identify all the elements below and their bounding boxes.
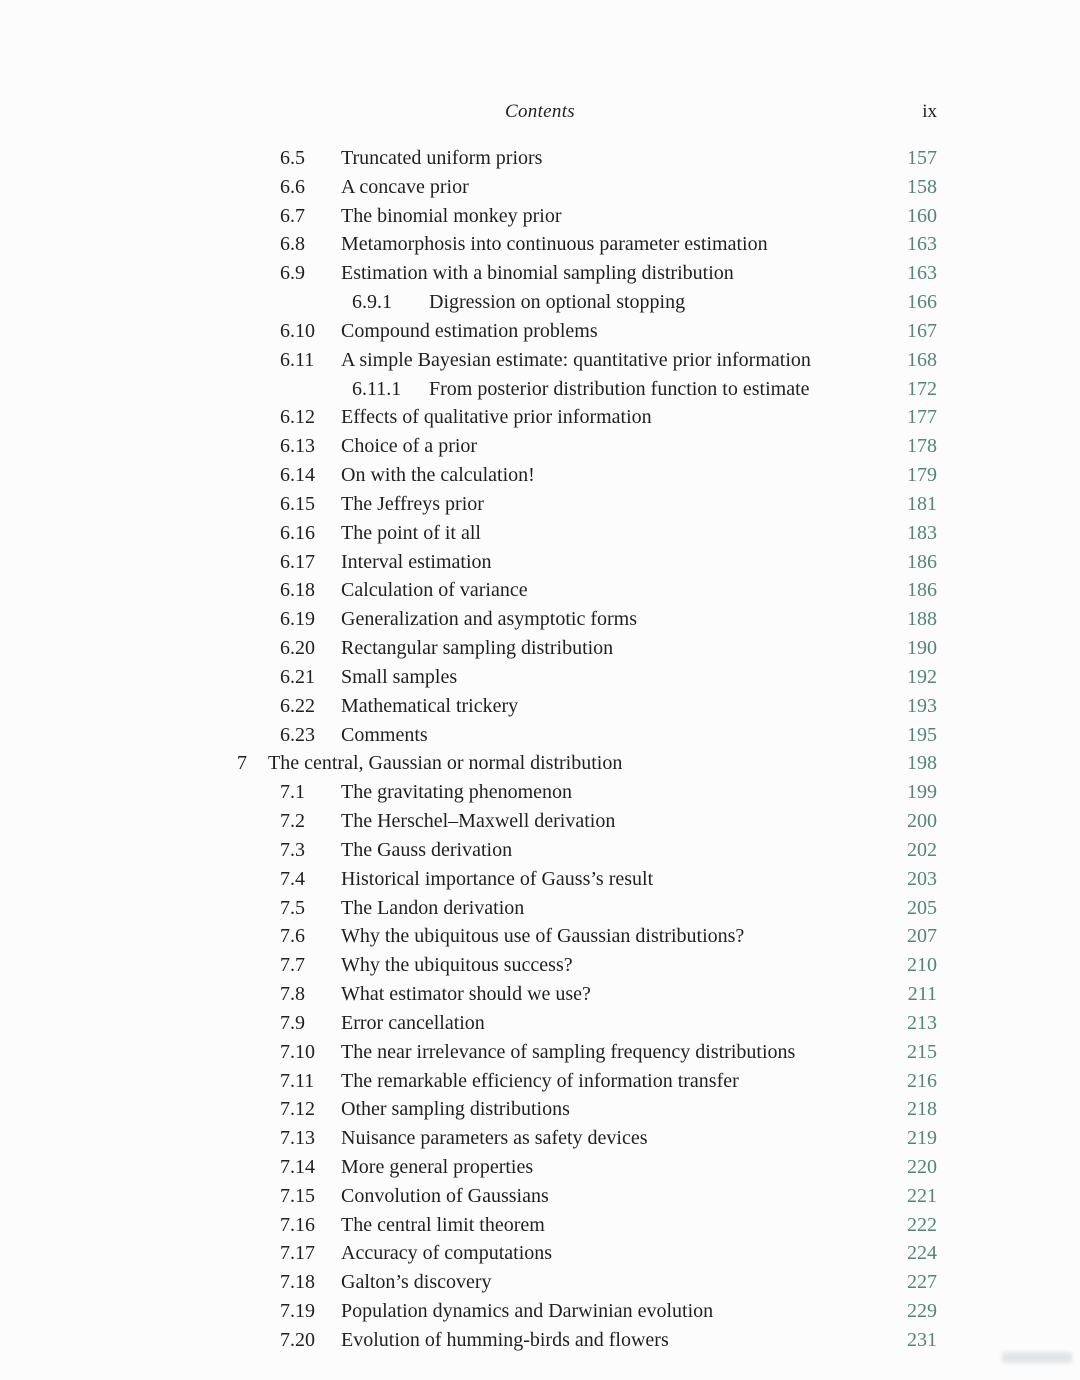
toc-entry-page: 160 (907, 204, 937, 227)
toc-entry-number: 6.15 (280, 492, 315, 515)
toc-entry (0, 548, 1080, 577)
toc-entry (0, 375, 1080, 404)
toc-entry-number: 7.13 (280, 1127, 315, 1150)
toc-entry (0, 490, 1080, 519)
toc-entry-page: 207 (907, 925, 937, 948)
toc-entry (0, 749, 1080, 778)
toc-entry-title: The Jeffreys prior (341, 492, 484, 515)
toc-entry (0, 432, 1080, 461)
toc-entry-title: On with the calculation! (341, 464, 535, 487)
toc-entry-title: Compound estimation problems (341, 319, 598, 342)
toc-entry (0, 1153, 1080, 1182)
toc-entry-page: 200 (907, 810, 937, 833)
toc-entry-title: The binomial monkey prior (341, 204, 562, 227)
toc-entry-number: 7.12 (280, 1098, 315, 1121)
toc-entry-number: 6.9 (280, 262, 305, 285)
toc-entry-number: 7.14 (280, 1155, 315, 1178)
toc-entry (0, 778, 1080, 807)
toc-entry-number: 6.11.1 (352, 377, 402, 400)
toc-entry (0, 461, 1080, 490)
toc-entry-number: 7 (237, 752, 247, 775)
toc-entry-number: 6.20 (280, 637, 315, 660)
toc-entry-page: 216 (907, 1069, 937, 1092)
toc-entry (0, 1095, 1080, 1124)
toc-entry-title: What estimator should we use? (341, 983, 591, 1006)
toc-entry-page: 186 (907, 550, 937, 573)
toc-entry (0, 202, 1080, 231)
toc-entry (0, 1239, 1080, 1268)
toc-entry-page: 188 (907, 608, 937, 631)
toc-entry-title: A simple Bayesian estimate: quantitative prior information (341, 348, 811, 371)
toc-entry (0, 894, 1080, 923)
toc-entry-title: Rectangular sampling distribution (341, 637, 614, 660)
toc-entry-title: The Gauss derivation (341, 838, 513, 861)
toc-entry-page: 198 (907, 752, 937, 775)
toc-entry (0, 951, 1080, 980)
toc-entry-number: 6.18 (280, 579, 315, 602)
toc-entry-page: 163 (907, 233, 937, 256)
toc-entry-page: 215 (907, 1040, 937, 1063)
toc-entry-page: 166 (907, 291, 937, 314)
toc-entry (0, 403, 1080, 432)
toc-entry (0, 230, 1080, 259)
toc-entry-number: 7.20 (280, 1328, 315, 1351)
toc-entry-number: 6.14 (280, 464, 315, 487)
toc-entry-page: 163 (907, 262, 937, 285)
toc-entry (0, 1124, 1080, 1153)
toc-entry-page: 229 (907, 1300, 937, 1323)
toc-entry-title: A concave prior (341, 175, 469, 198)
toc-entry-number: 6.9.1 (352, 291, 392, 314)
toc-entry-number: 7.2 (280, 810, 305, 833)
toc-entry-page: 157 (907, 147, 937, 169)
toc-entry (0, 1326, 1080, 1355)
toc-entry-number: 7.1 (280, 781, 305, 804)
toc-entry-title: Effects of qualitative prior information (341, 406, 652, 429)
toc-entry-page: 178 (907, 435, 937, 458)
toc-entry (0, 576, 1080, 605)
toc-entry-title: Convolution of Gaussians (341, 1184, 549, 1207)
toc-entry-number: 6.8 (280, 233, 305, 256)
toc-entry-number: 7.17 (280, 1242, 315, 1265)
toc-entry-page: 203 (907, 867, 937, 890)
toc-entry-number: 6.6 (280, 175, 305, 198)
toc-entry (0, 663, 1080, 692)
toc-entry-number: 7.5 (280, 896, 305, 919)
toc-entry-number: 7.18 (280, 1271, 315, 1294)
toc-entry-title: Mathematical trickery (341, 694, 519, 717)
toc-entry-number: 6.22 (280, 694, 315, 717)
toc-entry (0, 144, 1080, 173)
toc-entry-number: 6.13 (280, 435, 315, 458)
toc-entry-page: 202 (907, 838, 937, 861)
toc-entry-page: 222 (907, 1213, 937, 1236)
toc-list (0, 144, 1080, 1355)
toc-entry-page: 218 (907, 1098, 937, 1121)
toc-entry (0, 1211, 1080, 1240)
toc-entry (0, 807, 1080, 836)
toc-entry-title: Small samples (341, 665, 458, 688)
toc-entry-page: 199 (907, 781, 937, 804)
toc-entry-page: 231 (907, 1328, 937, 1351)
toc-entry-page: 211 (907, 983, 937, 1006)
toc-entry (0, 922, 1080, 951)
toc-entry-number: 6.23 (280, 723, 315, 746)
toc-entry-number: 7.16 (280, 1213, 315, 1236)
toc-entry (0, 1297, 1080, 1326)
toc-entry-title: The Landon derivation (341, 896, 525, 919)
toc-entry (0, 1182, 1080, 1211)
toc-entry-title: Error cancellation (341, 1011, 485, 1034)
toc-entry-title: The gravitating phenomenon (341, 781, 573, 804)
toc-entry-title: The remarkable efficiency of information transfer (341, 1069, 739, 1092)
toc-entry-number: 6.11 (280, 348, 315, 371)
watermark-smudge (1002, 1352, 1072, 1363)
toc-entry-number: 7.7 (280, 954, 305, 977)
toc-entry-page: 177 (907, 406, 937, 429)
toc-entry-number: 7.3 (280, 838, 305, 861)
toc-entry-number: 6.5 (280, 147, 305, 169)
toc-entry-page: 190 (907, 637, 937, 660)
toc-entry-page: 179 (907, 464, 937, 487)
toc-entry-title: Evolution of humming-birds and flowers (341, 1328, 669, 1351)
toc-entry-title: Generalization and asymptotic forms (341, 608, 638, 631)
toc-entry-page: 219 (907, 1127, 937, 1150)
toc-entry-number: 6.12 (280, 406, 315, 429)
toc-entry-title: Galton’s discovery (341, 1271, 492, 1294)
toc-entry-page: 213 (907, 1011, 937, 1034)
toc-entry-number: 6.21 (280, 665, 315, 688)
toc-entry-title: The point of it all (341, 521, 481, 544)
toc-entry-page: 192 (907, 665, 937, 688)
toc-entry-page: 158 (907, 175, 937, 198)
toc-entry-page: 172 (907, 377, 937, 400)
toc-entry (0, 836, 1080, 865)
toc-entry-page: 195 (907, 723, 937, 746)
toc-entry-title: Calculation of variance (341, 579, 528, 602)
toc-entry-title: Why the ubiquitous success? (341, 954, 573, 977)
toc-entry-number: 7.11 (280, 1069, 315, 1092)
toc-entry-page: 227 (907, 1271, 937, 1294)
toc-entry (0, 634, 1080, 663)
toc-entry-number: 6.19 (280, 608, 315, 631)
toc-entry (0, 519, 1080, 548)
toc-entry-title: Estimation with a binomial sampling distribution (341, 262, 734, 285)
toc-entry-number: 7.15 (280, 1184, 315, 1207)
toc-entry-page: 193 (907, 694, 937, 717)
toc-entry-page: 210 (907, 954, 937, 977)
toc-entry (0, 288, 1080, 317)
toc-entry-title: Interval estimation (341, 550, 492, 573)
folio-page-number: ix (922, 101, 937, 122)
toc-entry-title: Digression on optional stopping (429, 291, 686, 314)
toc-entry-page: 186 (907, 579, 937, 602)
toc-entry-title: Why the ubiquitous use of Gaussian distributions? (341, 925, 745, 948)
toc-entry-title: The central, Gaussian or normal distribution (268, 752, 623, 775)
toc-entry-page: 167 (907, 319, 937, 342)
toc-entry (0, 346, 1080, 375)
toc-entry-page: 181 (907, 492, 937, 515)
toc-entry-title: Metamorphosis into continuous parameter estimation (341, 233, 768, 256)
toc-entry-title: The central limit theorem (341, 1213, 545, 1236)
toc-entry (0, 259, 1080, 288)
toc-entry-title: The Herschel–Maxwell derivation (341, 810, 616, 833)
toc-entry (0, 605, 1080, 634)
toc-entry-number: 6.10 (280, 319, 315, 342)
toc-entry-number: 7.19 (280, 1300, 315, 1323)
toc-entry-number: 7.8 (280, 983, 305, 1006)
toc-entry-number: 7.9 (280, 1011, 305, 1034)
toc-entry-number: 7.10 (280, 1040, 315, 1063)
toc-entry-title: Comments (341, 723, 428, 746)
toc-entry (0, 1067, 1080, 1096)
toc-entry-title: The near irrelevance of sampling frequency distributions (341, 1040, 796, 1063)
toc-entry-page: 220 (907, 1155, 937, 1178)
toc-entry-number: 7.6 (280, 925, 305, 948)
toc-entry (0, 1009, 1080, 1038)
toc-entry-title: Historical importance of Gauss’s result (341, 867, 654, 890)
toc-entry-page: 168 (907, 348, 937, 371)
toc-entry-number: 6.7 (280, 204, 305, 227)
toc-entry (0, 1038, 1080, 1067)
toc-entry-title: Accuracy of computations (341, 1242, 553, 1265)
toc-entry (0, 317, 1080, 346)
toc-entry-title: Population dynamics and Darwinian evolution (341, 1300, 714, 1323)
toc-entry (0, 692, 1080, 721)
toc-entry-page: 224 (907, 1242, 937, 1265)
toc-entry-title: Choice of a prior (341, 435, 478, 458)
toc-entry-title: Other sampling distributions (341, 1098, 570, 1121)
toc-entry-title: More general properties (341, 1155, 534, 1178)
toc-entry-title: From posterior distribution function to estimate (429, 377, 810, 400)
toc-entry (0, 865, 1080, 894)
toc-entry (0, 721, 1080, 750)
page-header (0, 100, 1080, 124)
toc-entry-number: 6.17 (280, 550, 315, 573)
contents-heading: Contents (505, 101, 575, 122)
toc-entry-number: 6.16 (280, 521, 315, 544)
toc-entry-number: 7.4 (280, 867, 305, 890)
toc-entry-page: 221 (907, 1184, 937, 1207)
toc-entry-page: 205 (907, 896, 937, 919)
toc-entry-title: Truncated uniform priors (341, 147, 543, 169)
toc-entry-page: 183 (907, 521, 937, 544)
toc-entry (0, 173, 1080, 202)
toc-entry-title: Nuisance parameters as safety devices (341, 1127, 648, 1150)
toc-entry (0, 1268, 1080, 1297)
toc-entry (0, 980, 1080, 1009)
